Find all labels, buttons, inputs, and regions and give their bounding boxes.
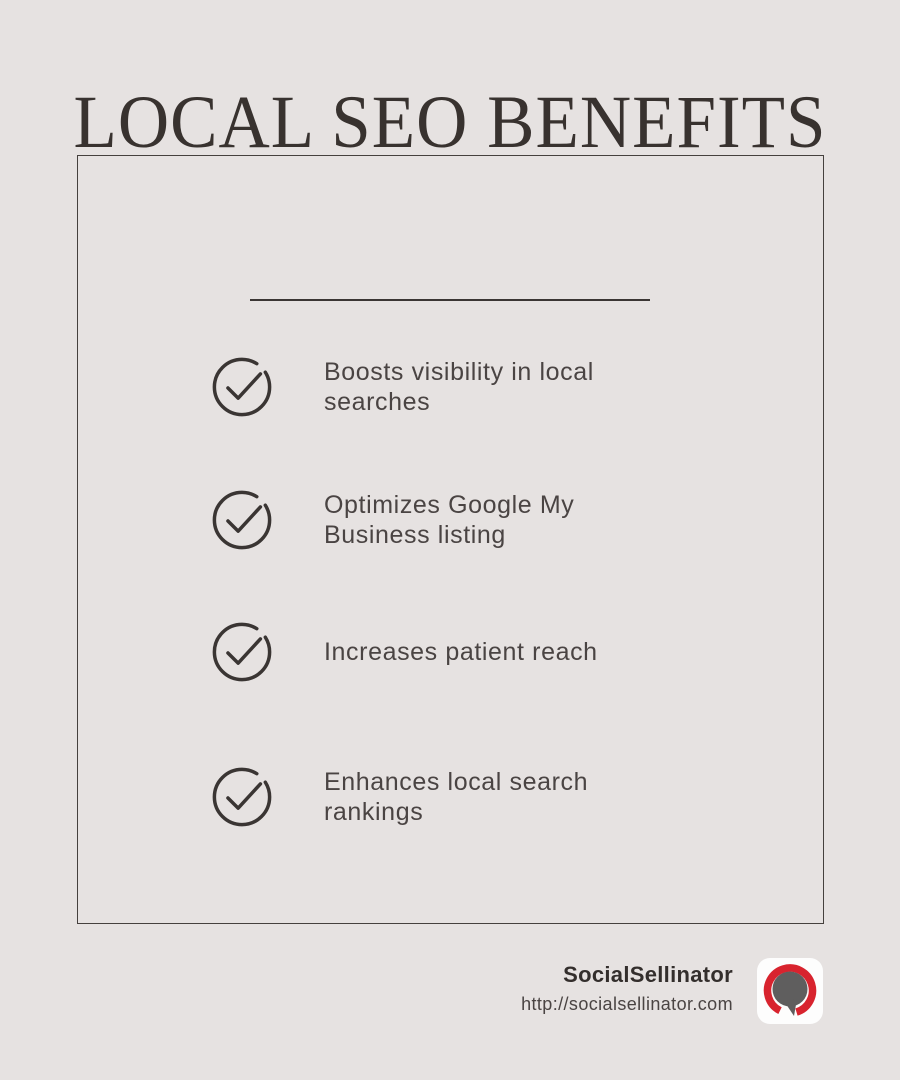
benefit-item [211, 766, 658, 828]
benefit-text-line: Enhances local search [324, 768, 589, 796]
footer-brand [521, 962, 733, 1015]
divider-line [250, 299, 650, 301]
check-circle-icon [211, 356, 273, 418]
benefit-item [211, 356, 658, 418]
benefit-item [211, 621, 658, 683]
benefit-text-line: Boosts visibility in local [324, 358, 594, 386]
benefit-text [324, 637, 658, 667]
check-circle-icon [211, 489, 273, 551]
benefit-item [211, 489, 658, 551]
benefit-text [324, 490, 658, 550]
benefit-text-line: Business listing [324, 521, 506, 549]
brand-url: http://socialsellinator.com [521, 994, 733, 1014]
benefit-text-line: searches [324, 388, 431, 416]
check-circle-icon [211, 621, 273, 683]
benefit-text-line: Optimizes Google My [324, 491, 575, 519]
benefit-text [324, 357, 658, 417]
benefit-text [324, 767, 658, 827]
benefits-panel [77, 155, 824, 924]
benefit-text-line: Increases patient reach [324, 638, 598, 666]
page-title: LOCAL SEO BENEFITS [73, 80, 827, 164]
brand-name: SocialSellinator [563, 962, 733, 987]
check-circle-icon [211, 766, 273, 828]
benefit-text-line: rankings [324, 798, 424, 826]
socialsellinator-logo-icon [757, 958, 823, 1024]
